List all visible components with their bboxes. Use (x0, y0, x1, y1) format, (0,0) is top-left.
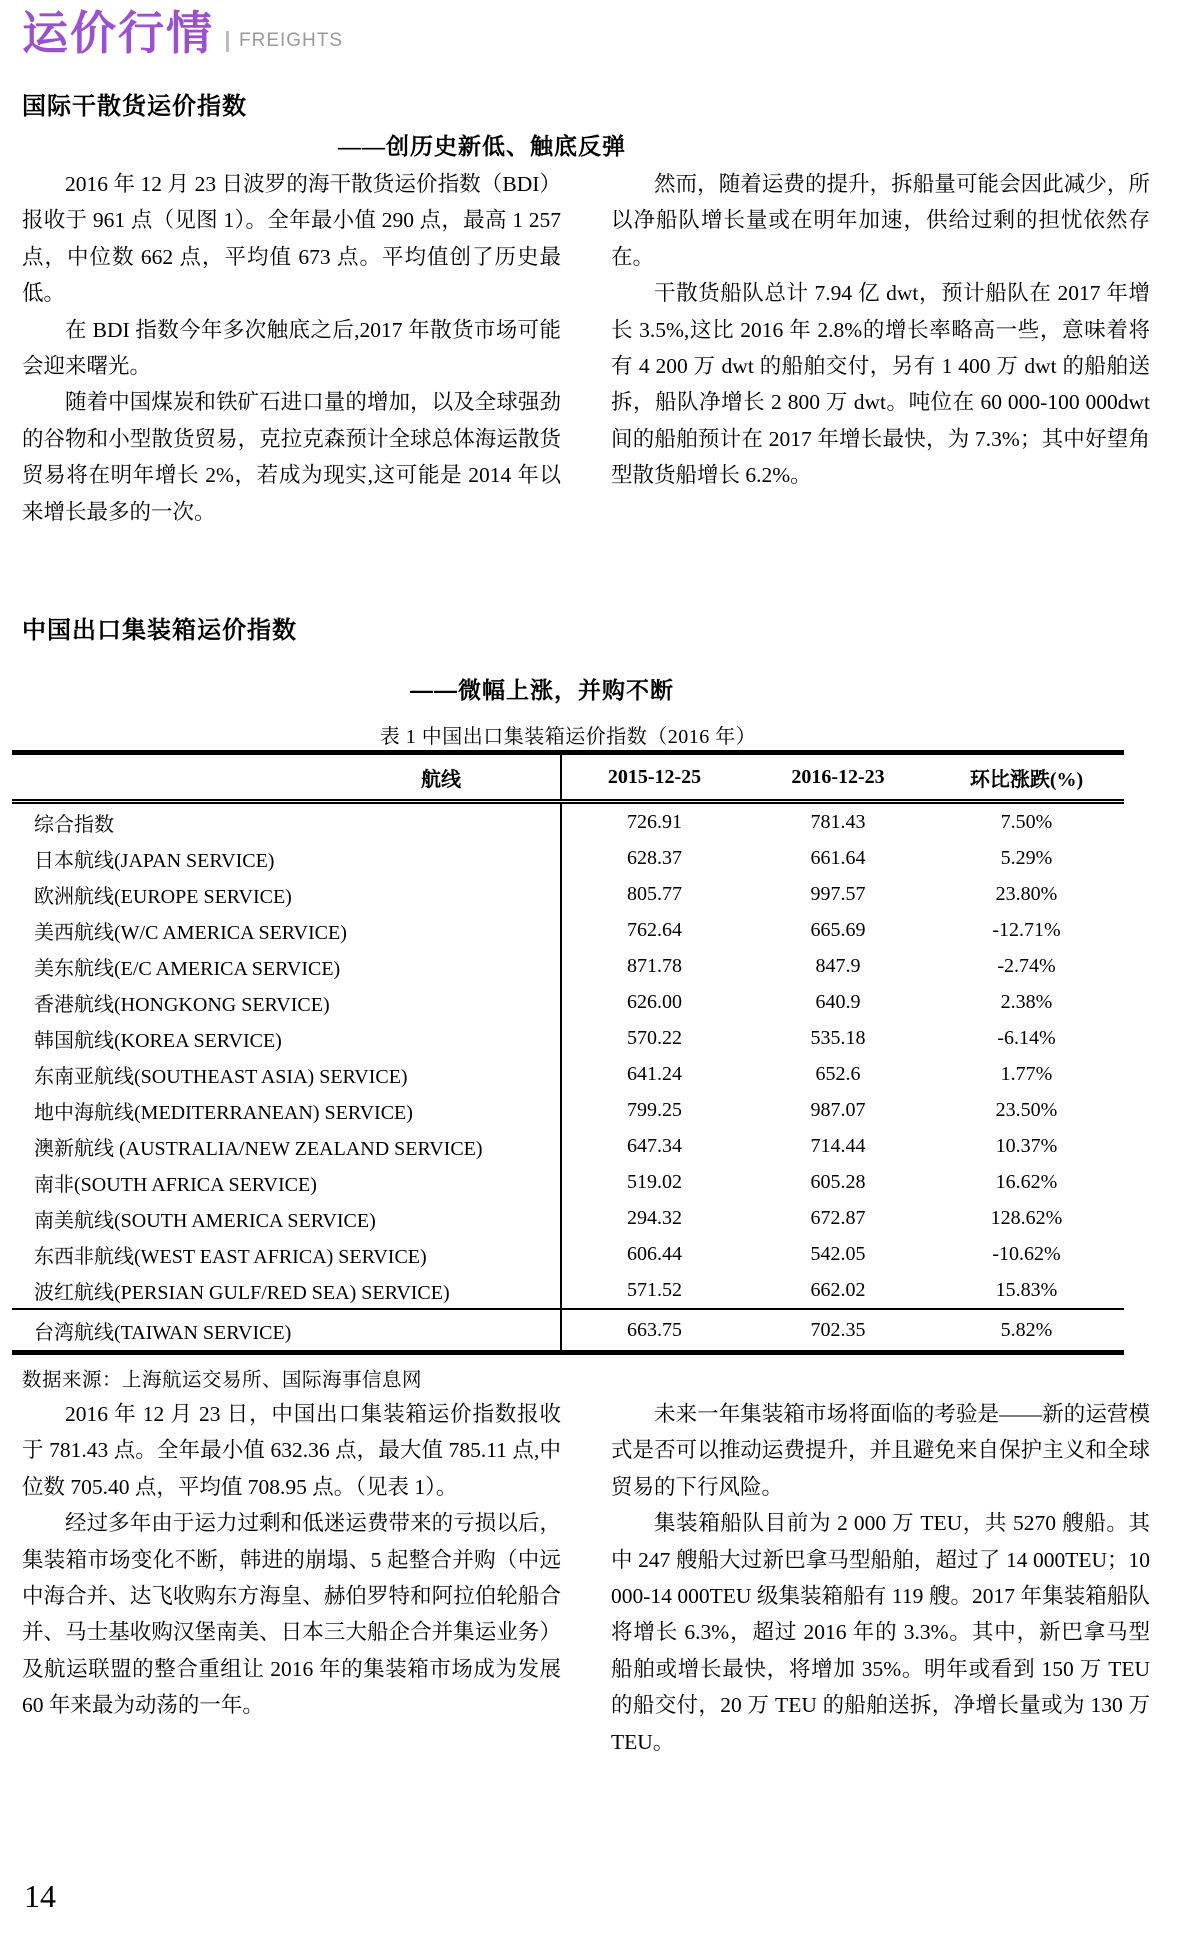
paragraph: 未来一年集装箱市场将面临的考验是——新的运营模式是否可以推动运费提升，并且避免来自保护主义和全球贸易的下行风险。 (611, 1402, 1150, 1499)
section2-heading: 中国出口集装箱运价指数 (22, 617, 297, 644)
table-row (12, 1236, 1124, 1272)
table-row (12, 1272, 1124, 1309)
section2-left-column (22, 1396, 561, 1760)
table-row (12, 984, 1124, 1020)
freight-index-table (12, 750, 1124, 1355)
section1-heading: 国际干散货运价指数 (22, 94, 247, 120)
table-row (12, 1200, 1124, 1236)
paragraph: 在 BDI 指数今年多次触底之后,2017 年散货市场可能会迎来曙光。 (22, 317, 561, 379)
value-cell: 535.18 (810, 1026, 866, 1049)
value-cell: 652.6 (815, 1062, 861, 1085)
value-cell: 762.64 (627, 918, 682, 941)
change-cell: 23.50% (995, 1098, 1058, 1121)
route-cell: 欧洲航线(EUROPE SERVICE) (12, 876, 561, 912)
section1-right-column (611, 166, 1150, 530)
table-row (12, 840, 1124, 876)
section1-left-column (22, 166, 561, 530)
route-cell: 澳新航线 (AUSTRALIA/NEW ZEALAND SERVICE) (12, 1128, 561, 1164)
change-cell: 16.62% (995, 1170, 1058, 1193)
change-cell: 10.37% (995, 1134, 1058, 1157)
masthead-title-en: FREIGHTS (226, 31, 343, 52)
table-row (12, 1020, 1124, 1056)
change-cell: 128.62% (990, 1206, 1063, 1229)
paragraph: 集装箱船队目前为 2 000 万 TEU，共 5270 艘船。其中 247 艘船大过新巴拿马型船舶，超过了 14 000TEU；10 000-14 000TEU 级集装箱船有 119 艘。2017 年集装箱船队将增长 6.3%，超过 2016 年的 3.3%。其中，新巴拿马型船舶或增长最快，将增加 35%。明年或看到 150 万 TEU 的船交付，20 万 TEU 的船舶送拆，净增长量或为 130 万 TEU。 (611, 1511, 1150, 1754)
page-number: 14 (24, 1878, 56, 1914)
paragraph: 2016 年 12 月 23 日波罗的海干散货运价指数（BDI）报收于 961 点（见图 1）。全年最小值 290 点，最高 1 257 点，中位数 662 点，平均值 673 点。平均值创了历史最低。 (22, 172, 561, 306)
value-cell: 726.91 (627, 810, 682, 833)
value-cell: 641.24 (627, 1062, 682, 1085)
change-cell: -6.14% (997, 1026, 1056, 1049)
value-cell: 987.07 (810, 1098, 866, 1121)
value-cell: 799.25 (627, 1098, 682, 1121)
section2-subtitle: ——微幅上涨，并购不断 (410, 677, 674, 703)
change-cell: -2.74% (997, 954, 1056, 977)
table-row (12, 1092, 1124, 1128)
value-cell: 647.34 (627, 1134, 682, 1157)
route-cell: 东南亚航线(SOUTHEAST ASIA) SERVICE) (12, 1056, 561, 1092)
value-cell: 665.69 (810, 918, 866, 941)
value-cell: 702.35 (747, 1309, 929, 1353)
paragraph: 然而，随着运费的提升，拆船量可能会因此减少，所以净船队增长量或在明年加速，供给过剩的担忧依然存在。 (611, 172, 1150, 269)
table-row (12, 948, 1124, 984)
table-row (12, 1309, 1124, 1353)
change-cell: 2.38% (1000, 990, 1053, 1013)
table-row (12, 802, 1124, 841)
masthead-title-zh: 运价行情 (22, 7, 214, 59)
value-cell: 661.64 (810, 846, 866, 869)
value-cell: 519.02 (627, 1170, 682, 1193)
section2-body (22, 1396, 1150, 1760)
paragraph: 2016 年 12 月 23 日，中国出口集装箱运价指数报收于 781.43 点。全年最小值 632.36 点，最大值 785.11 点,中位数 705.40 点，平均值 708.95 点。（见表 1）。 (22, 1402, 561, 1499)
masthead (22, 7, 344, 59)
value-cell: 997.57 (810, 882, 866, 905)
value-cell: 542.05 (810, 1242, 866, 1265)
route-cell: 地中海航线(MEDITERRANEAN) SERVICE) (12, 1092, 561, 1128)
value-cell: 805.77 (627, 882, 682, 905)
column-header-date-2015: 2015-12-25 (561, 753, 747, 802)
change-cell: 7.50% (1000, 810, 1053, 833)
value-cell: 672.87 (810, 1206, 866, 1229)
value-cell: 871.78 (627, 954, 682, 977)
table-row (12, 876, 1124, 912)
route-cell: 日本航线(JAPAN SERVICE) (12, 840, 561, 876)
data-source-note: 数据来源：上海航运交易所、国际海事信息网 (22, 1370, 423, 1391)
column-header-route: 航线 (12, 753, 561, 802)
route-cell: 综合指数 (12, 802, 561, 841)
paragraph: 经过多年由于运力过剩和低迷运费带来的亏损以后，集装箱市场变化不断，韩进的崩塌、5 起整合并购（中远中海合并、达飞收购东方海皇、赫伯罗特和阿拉伯轮船合并、马士基收购汉堡南美、日本三大船企合并集运业务）及航运联盟的整合重组让 2016 年的集装箱市场成为发展 60 年来最为动荡的一年。 (22, 1511, 561, 1718)
paragraph: 随着中国煤炭和铁矿石进口量的增加，以及全球强劲的谷物和小型散货贸易，克拉克森预计全球总体海运散货贸易将在明年增长 2%，若成为现实,这可能是 2014 年以来增长最多的一次。 (22, 390, 561, 524)
route-cell: 韩国航线(KOREA SERVICE) (12, 1020, 561, 1056)
value-cell: 605.28 (810, 1170, 866, 1193)
value-cell: 781.43 (810, 810, 866, 833)
table-row (12, 1128, 1124, 1164)
value-cell: 662.02 (810, 1278, 866, 1301)
route-cell: 美西航线(W/C AMERICA SERVICE) (12, 912, 561, 948)
table-row (12, 1056, 1124, 1092)
change-cell: -12.71% (992, 918, 1061, 941)
route-cell: 南非(SOUTH AFRICA SERVICE) (12, 1164, 561, 1200)
section1-body (22, 166, 1150, 530)
value-cell: 571.52 (627, 1278, 682, 1301)
route-cell: 东西非航线(WEST EAST AFRICA) SERVICE) (12, 1236, 561, 1272)
value-cell: 714.44 (810, 1134, 866, 1157)
route-cell: 香港航线(HONGKONG SERVICE) (12, 984, 561, 1020)
route-cell: 美东航线(E/C AMERICA SERVICE) (12, 948, 561, 984)
change-cell: 5.82% (929, 1309, 1124, 1353)
value-cell: 294.32 (627, 1206, 682, 1229)
paragraph: 干散货船队总计 7.94 亿 dwt，预计船队在 2017 年增长 3.5%,这比 2016 年 2.8%的增长率略高一些，意味着将有 4 200 万 dwt 的船舶交付，另有 1 400 万 dwt 的船舶送拆，船队净增长 2 800 万 dwt。吨位在 60 000-100 000dwt 间的船舶预计在 2017 年增长最快，为 7.3%；其中好望角型散货船增长 6.2%。 (611, 281, 1150, 488)
section2-right-column (611, 1396, 1150, 1760)
table-row (12, 912, 1124, 948)
table-row (12, 1164, 1124, 1200)
change-cell: 1.77% (1000, 1062, 1053, 1085)
route-cell: 波红航线(PERSIAN GULF/RED SEA) SERVICE) (12, 1272, 561, 1309)
change-cell: 15.83% (995, 1278, 1058, 1301)
change-cell: -10.62% (992, 1242, 1061, 1265)
column-header-date-2016: 2016-12-23 (747, 753, 929, 802)
section1-subtitle: ——创历史新低、触底反弹 (338, 134, 626, 159)
table-caption: 表 1 中国出口集装箱运价指数（2016 年） (379, 726, 757, 748)
change-cell: 23.80% (995, 882, 1058, 905)
column-header-change: 环比涨跌(%) (929, 753, 1124, 802)
value-cell: 847.9 (815, 954, 861, 977)
route-cell: 台湾航线(TAIWAN SERVICE) (12, 1309, 561, 1353)
value-cell: 570.22 (627, 1026, 682, 1049)
value-cell: 663.75 (561, 1309, 747, 1353)
route-cell: 南美航线(SOUTH AMERICA SERVICE) (12, 1200, 561, 1236)
change-cell: 5.29% (1000, 846, 1053, 869)
value-cell: 640.9 (815, 990, 861, 1013)
value-cell: 628.37 (627, 846, 682, 869)
value-cell: 626.00 (627, 990, 682, 1013)
value-cell: 606.44 (627, 1242, 682, 1265)
table-header-row (12, 753, 1124, 802)
